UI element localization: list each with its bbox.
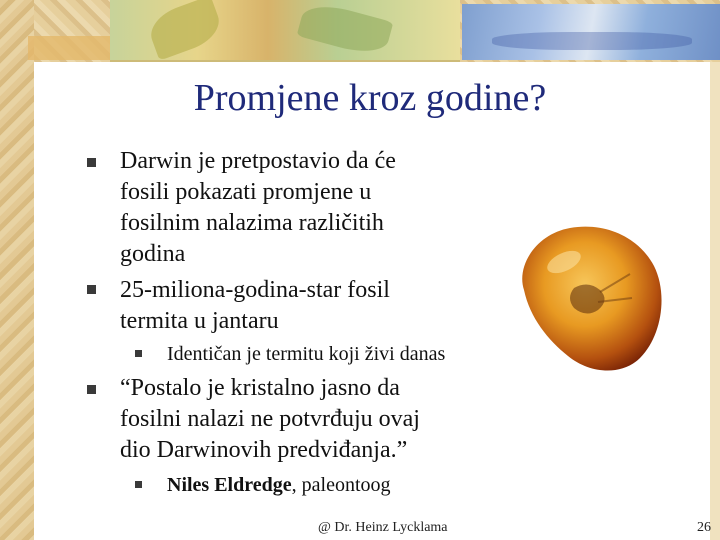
bullet-text [120,146,396,270]
bullet-line: termita u jantaru [120,308,279,334]
bullet-text [120,373,420,466]
decorative-sand-art [28,36,118,60]
bullet-line: fosilnim nalazima različitih [120,210,384,236]
bullet-marker [87,385,96,394]
bullet-line: dio Darwinovih predviđanja.” [120,437,408,463]
bullet-text [120,275,390,337]
author-name: Niles Eldredge [167,474,292,496]
bullet-line: fosilni nalazi ne potvrđuju ovaj [120,406,420,432]
bullet-line: Darwin je pretpostavio da će [120,148,396,174]
bullet-marker [87,158,96,167]
author-role: , paleontoog [291,474,391,496]
bullet-line: “Postalo je kristalno jasno da [120,375,400,401]
decorative-blue-art [462,4,720,60]
bullet-line: 25-miliona-godina-star fosil [120,277,390,303]
amber-fossil-image [512,218,672,378]
slide-footer: @ Dr. Heinz Lycklama [318,520,448,535]
slide-page-number: 26 [697,520,711,535]
bullet-marker [87,285,96,294]
bullet-line: godina [120,241,186,267]
sub-bullet-text [167,472,391,498]
decorative-leaf-art [110,0,460,62]
sub-bullet-marker [135,350,142,357]
slide-title: Promjene kroz godine? [193,77,547,119]
sub-bullet-marker [135,481,142,488]
sub-bullet-text: Identičan je termitu koji živi danas [167,343,446,365]
background-right-edge [710,62,720,540]
bullet-line: fosili pokazati promjene u [120,179,372,205]
